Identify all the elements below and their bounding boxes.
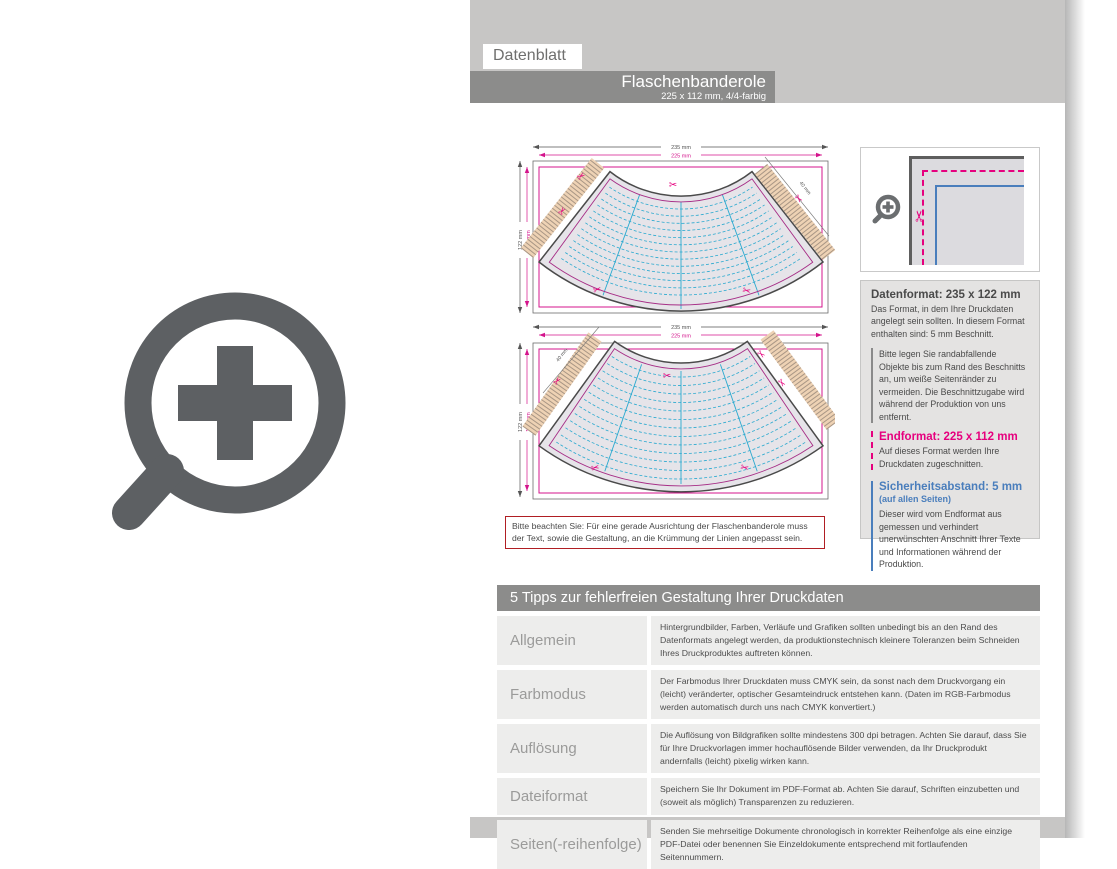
endformat-title: Endformat: 225 x 112 mm	[879, 431, 1018, 444]
scissors-icon: ✂	[774, 376, 788, 391]
tip-label-dateiformat: Dateiformat	[497, 778, 647, 814]
tip-label-aufloesung: Auflösung	[497, 724, 647, 773]
sicherheitsabstand-body: Dieser wird vom Endformat aus gemessen und verhindert unerwünschten Anschnitt Ihrer Texte und Informationen während der Produktion.	[879, 509, 1021, 570]
safety-line-horizontal	[935, 185, 1024, 187]
scissors-icon: ✂	[551, 374, 565, 389]
scissors-icon: ✂	[556, 204, 570, 219]
sicherheitsabstand-subtitle: (auf allen Seiten)	[879, 494, 952, 505]
dim-datenformat-height: 122 mm	[518, 230, 524, 250]
scissors-icon: ✂	[741, 285, 752, 298]
dim-datenformat-width: 235 mm	[671, 325, 691, 331]
dim-endformat-width: 225 mm	[671, 333, 691, 340]
scissors-icon: ✂	[911, 209, 929, 223]
datenformat-note: Bitte legen Sie randabfallende Objekte bis zum Rand des Beschnitts an, um weiße Seitenränder zu vermeiden. Die Beschnittzugabe wird während der Produktion von uns entfernt.	[871, 348, 1029, 423]
tip-text-allgemein: Hintergrundbilder, Farben, Verläufe und Grafiken sollten unbedingt bis an den Rand des Datenformats angelegt werden, da produktionstechnisch kleinere Toleranzen beim Schneiden Ihres Druckproduktes auftreten können.	[651, 616, 1040, 665]
dim-endformat-height: 112 mm	[526, 412, 532, 432]
dim-datenformat-width: 235 mm	[671, 145, 691, 151]
datenformat-body: Das Format, in dem Ihre Druckdaten angelegt sein sollten. In diesem Format enthalten sind: 5 mm Beschnitt.	[871, 304, 1025, 339]
page-subtitle: 225 x 112 mm, 4/4-farbig	[661, 91, 766, 102]
banderole-template-drawing-back	[503, 321, 835, 505]
zoom-plus-icon	[95, 263, 375, 553]
tip-text-seitenreihenfolge: Senden Sie mehrseitige Dokumente chronologisch in korrekter Reihenfolge als eine einzige PDF-Datei oder benennen Sie Einzeldokumente entsprechend mit fortlaufenden Seitennummern.	[651, 820, 1040, 869]
curvature-note: Bitte beachten Sie: Für eine gerade Ausrichtung der Flaschenbanderole muss der Text, sowie die Gestaltung, an die Krümmung der Linien angepasst sein.	[505, 516, 825, 549]
tip-text-farbmodus: Der Farbmodus Ihrer Druckdaten muss CMYK sein, da sonst nach dem Druckvorgang ein (leicht) veränderter, optischer Gesamteindruck entstehen kann. (Daten im RGB-Farbmodus werden automatisch durch uns nach CMYK konvertiert.)	[651, 670, 1040, 719]
tip-label-seitenreihenfolge: Seiten(-reihenfolge)	[497, 820, 647, 869]
tip-text-dateiformat: Speichern Sie Ihr Dokument im PDF-Format ab. Achten Sie darauf, Schriften einzubetten und (soweit als möglich) Transparenzen zu reduzieren.	[651, 778, 1040, 814]
tip-label-allgemein: Allgemein	[497, 616, 647, 665]
paper-edge-illustration	[909, 156, 1024, 265]
cut-line-horizontal	[922, 170, 1024, 172]
table-row	[497, 724, 1040, 773]
scissors-icon: ✂	[662, 371, 672, 382]
tips-table	[497, 585, 1040, 869]
dim-glue-flap: 40 mm	[555, 347, 570, 364]
table-row	[497, 820, 1040, 869]
scissors-icon: ✂	[668, 180, 678, 191]
safety-line-vertical	[935, 185, 937, 265]
zoom-plus-icon-small	[869, 192, 905, 228]
banderole-template-drawing-front	[503, 141, 835, 319]
dim-glue-flap: 40 mm	[797, 180, 812, 197]
endformat-block	[871, 431, 1029, 470]
scissors-icon: ✂	[791, 192, 805, 207]
scissors-icon: ✂	[590, 462, 601, 475]
page-edge-shadow	[1065, 0, 1085, 838]
scissors-icon: ✂	[753, 348, 768, 362]
dim-datenformat-height: 122 mm	[518, 412, 524, 432]
datenformat-title: Datenformat: 235 x 122 mm	[871, 289, 1021, 301]
tip-label-farbmodus: Farbmodus	[497, 670, 647, 719]
page-title: Flaschenbanderole	[621, 72, 766, 91]
tip-text-aufloesung: Die Auflösung von Bildgrafiken sollte mindestens 300 dpi betragen. Achten Sie darauf, dass Sie für Ihre Druckvorlagen immer hochauflösende Bilder verwenden, da Ihr Druckprodukt andernfalls (leicht) pixelig wirken kann.	[651, 724, 1040, 773]
corner-detail-box	[860, 147, 1040, 272]
scissors-icon: ✂	[574, 170, 589, 184]
datenblatt-label: Datenblatt	[483, 44, 582, 69]
title-bar	[470, 71, 775, 103]
endformat-body: Auf dieses Format werden Ihre Druckdaten zugeschnitten.	[879, 446, 1000, 469]
table-row	[497, 616, 1040, 665]
format-info-panel	[860, 280, 1040, 570]
scissors-icon: ✂	[739, 462, 750, 475]
scissors-icon: ✂	[592, 284, 603, 297]
dim-endformat-height: 112 mm	[526, 230, 532, 250]
sicherheitsabstand-block	[871, 481, 1029, 570]
tips-title: 5 Tipps zur fehlerfreien Gestaltung Ihrer Druckdaten	[497, 585, 1040, 611]
sicherheitsabstand-title: Sicherheitsabstand: 5 mm	[879, 481, 1023, 494]
table-row	[497, 670, 1040, 719]
dim-endformat-width: 225 mm	[671, 153, 691, 160]
table-row	[497, 778, 1040, 814]
